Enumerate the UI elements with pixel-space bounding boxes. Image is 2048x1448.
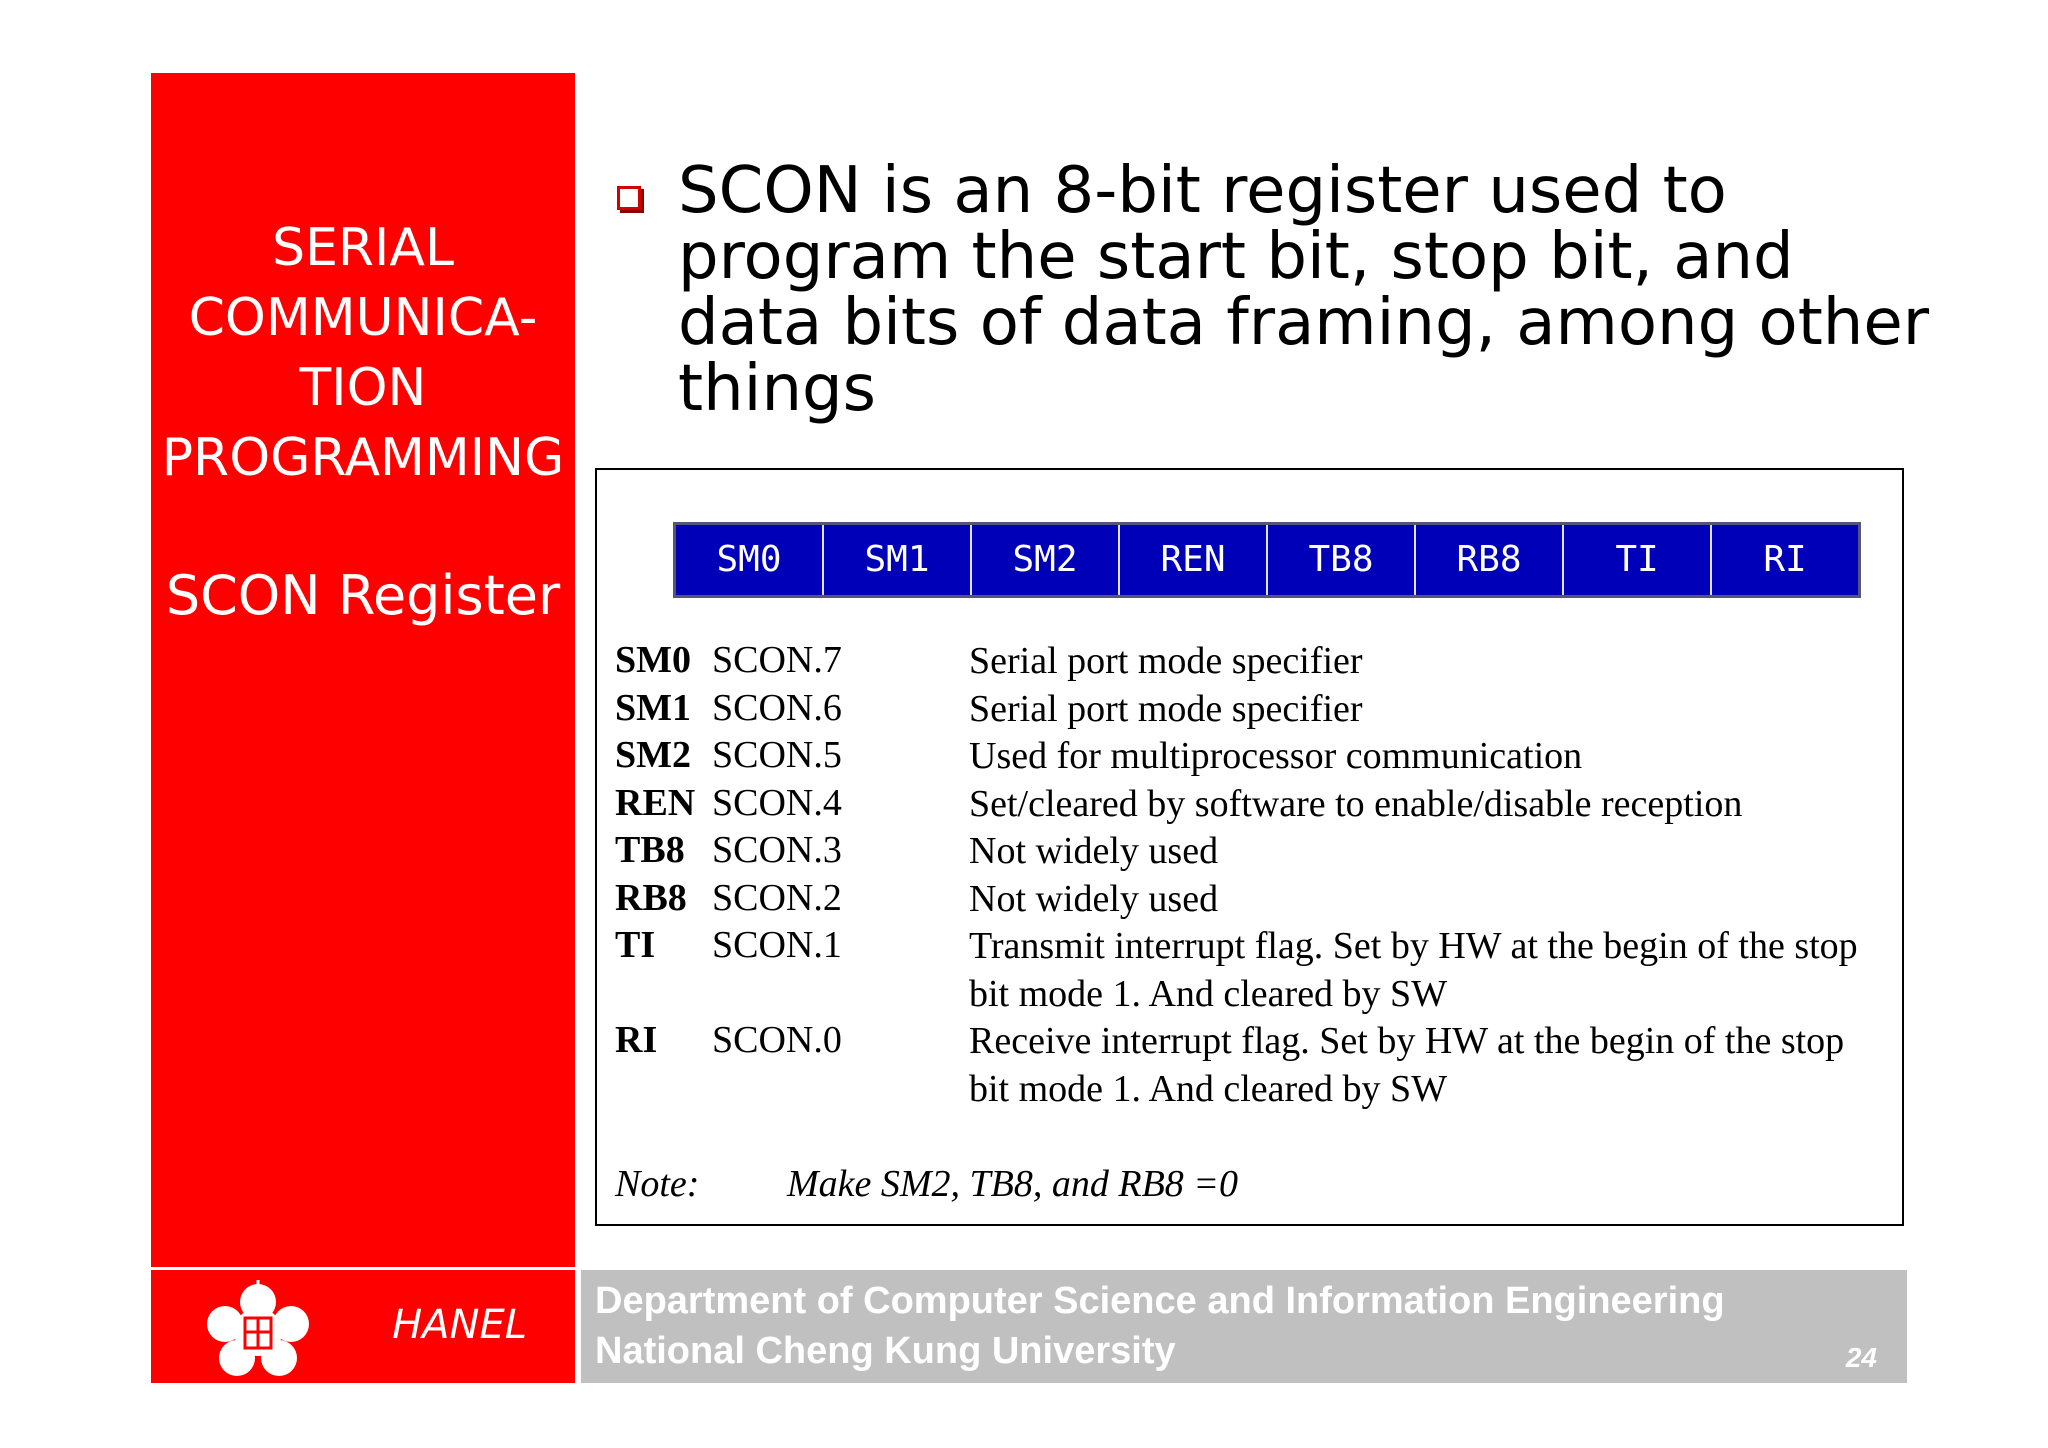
register-diagram [673,522,1861,598]
section-title [151,213,575,493]
register-frame [595,468,1904,1226]
bit-name: TB8 [615,829,685,871]
slide-subtitle: SCON Register [165,564,561,627]
author-name: HANEL [392,1302,527,1348]
bit-name: SM0 [615,639,691,681]
bit-description: Not widely used [969,877,1219,920]
register-bit-cell: TB8 [1268,525,1416,595]
section-title-line: TION [299,358,427,418]
bit-description: Serial port mode specifier [969,687,1363,730]
bullet-text: SCON is an 8-bit register used to program the start bit, stop bit, and data bits of data framing, among other things [678,154,1930,426]
bit-address: SCON.1 [712,924,842,966]
register-bit-cell: SM1 [824,525,972,595]
bit-name: REN [615,781,696,824]
bit-description: Not widely used [969,830,1219,872]
bit-description: Transmit interrupt flag. Set by HW at the begin of the stop bit mode 1. And cleared by SW [969,925,1858,1015]
register-bit-cell: TI [1564,525,1712,595]
bit-name: SM1 [615,686,691,729]
bit-name: TI [615,924,656,966]
bit-address: SCON.0 [712,1019,842,1061]
ncku-emblem-icon [201,1280,315,1380]
register-bit-cell: SM2 [972,525,1120,595]
bit-address: SCON.3 [712,829,842,871]
register-bit-cell: SM0 [676,525,824,595]
bit-address: SCON.5 [712,734,842,776]
hollow-square-bullet-icon [617,186,641,210]
note-label: Note: [615,1163,700,1205]
page-number: 24 [1845,1342,1877,1373]
section-title-line: SERIAL [272,218,454,278]
footer-right [581,1270,1907,1383]
bit-name: RI [615,1019,658,1061]
footer-left [151,1270,575,1383]
bit-description: Used for multiprocessor communication [969,735,1583,777]
bit-address: SCON.4 [712,781,842,824]
bit-address: SCON.6 [712,686,842,729]
bit-description: Serial port mode specifier [969,640,1363,682]
register-bit-cell: REN [1120,525,1268,595]
university-name: National Cheng Kung University [595,1330,1176,1372]
bit-address: SCON.2 [712,876,842,919]
bit-description: Set/cleared by software to enable/disable reception [969,782,1743,825]
department-name: Department of Computer Science and Information Engineering [595,1280,1725,1322]
bit-address: SCON.7 [712,639,842,681]
note-text: Make SM2, TB8, and RB8 =0 [787,1163,1238,1205]
sidebar [151,73,575,1267]
section-title-line: COMMUNICA- [188,288,538,348]
register-bit-cell: RI [1763,539,1807,580]
bit-name: SM2 [615,734,691,776]
bit-description: Receive interrupt flag. Set by HW at the begin of the stop bit mode 1. And cleared by SW [969,1020,1845,1110]
register-bit-cell: RB8 [1416,525,1564,595]
bit-name: RB8 [615,876,687,919]
section-title-line: PROGRAMMING [161,428,565,488]
